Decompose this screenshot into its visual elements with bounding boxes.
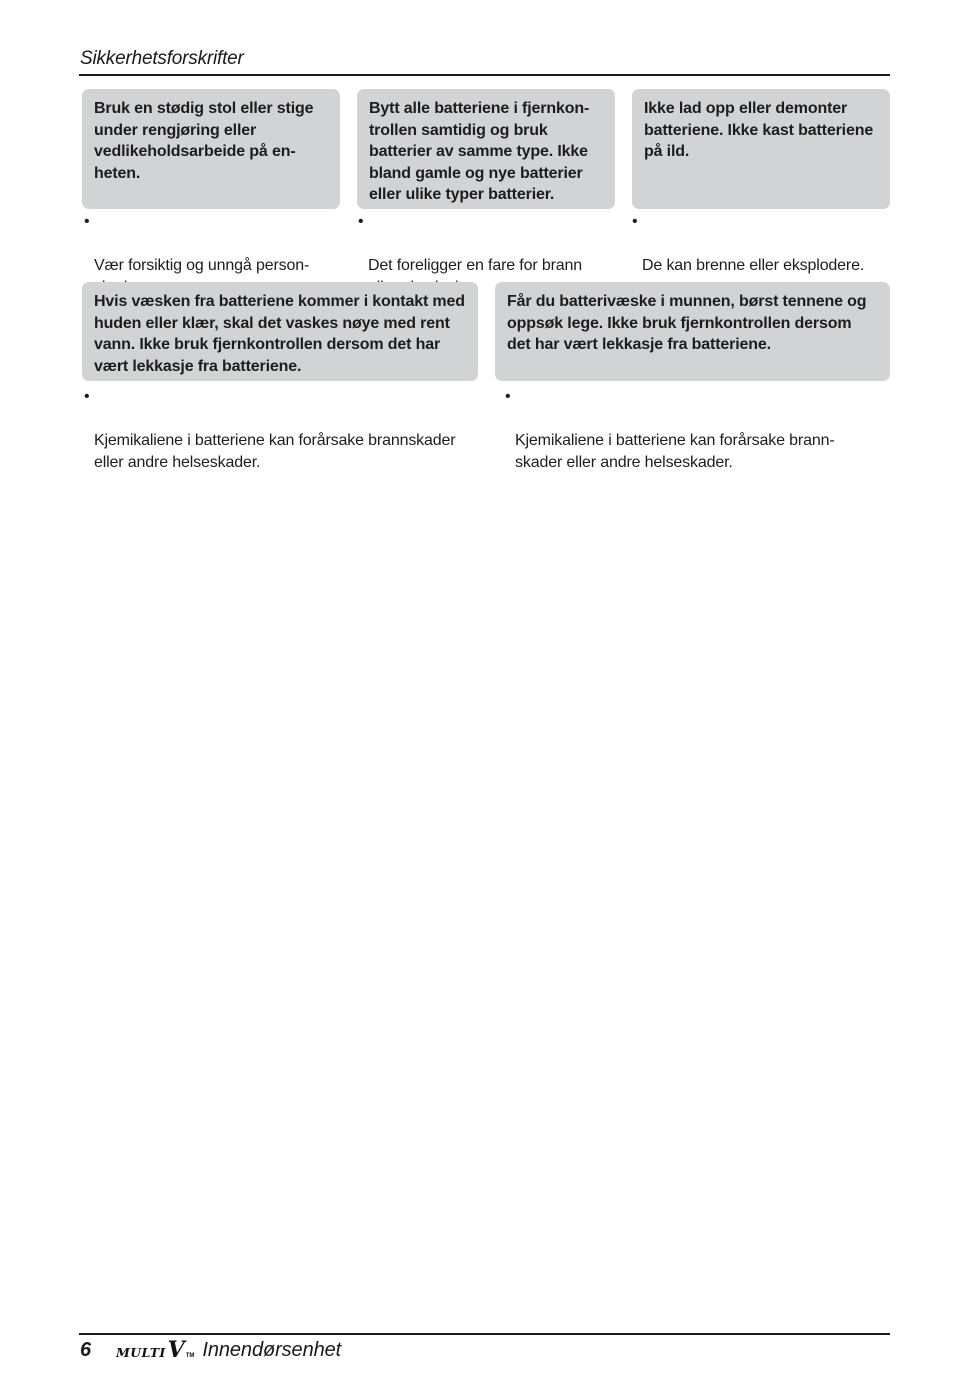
header-divider (79, 74, 890, 76)
warning-box-no-recharge: Ikke lad opp eller demonter batteriene. Ikke kast batteriene på ild. (632, 89, 890, 209)
logo-multi-text: MULTI (116, 1345, 166, 1360)
page-number: 6 (80, 1338, 92, 1361)
bullet-icon: • (505, 388, 511, 405)
note-text: Kjemikaliene i batteriene kan forårsake brann- skader eller andre helseskader. (515, 432, 835, 471)
note-text: Det foreligger en fare for brann (368, 257, 582, 274)
note-text: Kjemikaliene i batteriene kan forårsake brannskader eller andre helseskader. (94, 432, 456, 471)
warning-box-skin-contact: Hvis væsken fra batteriene kommer i kontakt med huden eller klær, skal det vaskes nøye med rent vann. Ikke bruk fjernkontrollen dersom det har vært lekkasje fra batteriene. (82, 282, 478, 381)
bullet-icon: • (632, 213, 638, 230)
warning-note-no-recharge (632, 211, 900, 277)
warning-box-stable-ladder: Bruk en stødig stol eller stige under rengjøring eller vedlikeholdsarbeide på en- heten. (82, 89, 340, 209)
note-text: De kan brenne eller eksplodere. (642, 257, 865, 274)
bullet-icon: • (84, 388, 90, 405)
warning-box-replace-batteries: Bytt alle batteriene i fjernkon- trollen samtidig og bruk batterier av samme type. Ikke bland gamle og nye batterier eller ulike typer batterier. (357, 89, 615, 209)
footer-title: Innendørsenhet (202, 1338, 342, 1361)
logo-v-text: V (167, 1337, 185, 1363)
bullet-icon: • (84, 213, 90, 230)
note-text: Vær forsiktig og unngå person- (94, 257, 310, 274)
multi-v-logo (116, 1337, 194, 1363)
warning-note-mouth-contact (505, 386, 900, 474)
page-footer (80, 1335, 341, 1365)
page-section-title: Sikkerhetsforskrifter (80, 48, 244, 69)
warning-note-skin-contact (84, 386, 488, 474)
warning-box-mouth-contact: Får du batterivæske i munnen, børst tennene og oppsøk lege. Ikke bruk fjernkontrollen dersom det har vært lekkasje fra batteriene. (495, 282, 890, 381)
logo-tm-text: TM (185, 1353, 195, 1359)
bullet-icon: • (358, 213, 364, 230)
